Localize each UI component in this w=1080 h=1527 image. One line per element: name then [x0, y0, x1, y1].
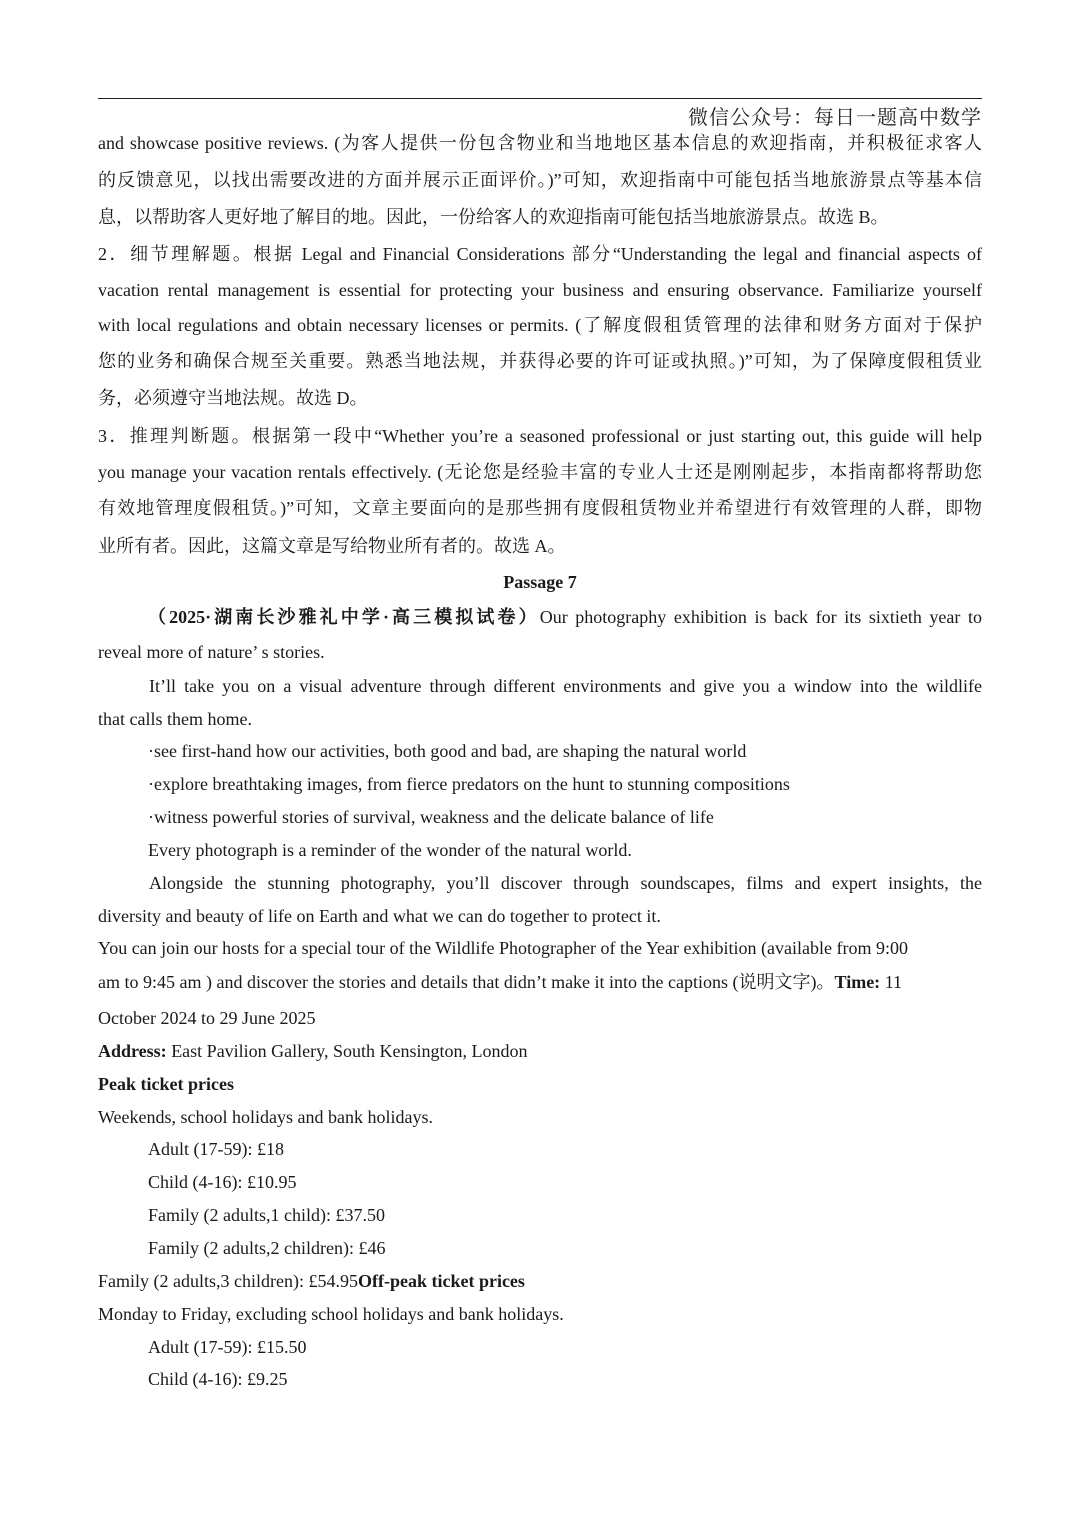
paragraph4-line2: diversity and beauty of life on Earth and what we can do together to protect it.: [98, 906, 661, 926]
answer2-line2: vacation rental management is essential for protecting your business and ensuring observance. Familiarize yourself: [98, 280, 982, 300]
bullet-item: ·see first-hand how our activities, both good and bad, are shaping the natural world: [148, 741, 747, 761]
bullet-item: ·explore breathtaking images, from fierce predators on the hunt to stunning compositions: [148, 774, 790, 794]
answer3-line2: you manage your vacation rentals effectively. (无论您是经验丰富的专业人士还是刚刚起步，本指南都将帮助您: [98, 462, 982, 482]
paragraph2-line1: It’ll take you on a visual adventure through different environments and give you a window into the wildlife: [149, 676, 982, 696]
bullet-item: ·witness powerful stories of survival, weakness and the delicate balance of life: [148, 807, 714, 827]
answer1-line2: 的反馈意见，以找出需要改进的方面并展示正面评价。)”可知，欢迎指南中可能包括当地旅游景点等基本信: [98, 170, 982, 190]
passage-intro-line1: （2025·湖南长沙雅礼中学·高三模拟试卷）Our photography exhibition is back for its sixtieth year to: [148, 607, 982, 627]
offpeak-description: Monday to Friday, excluding school holidays and bank holidays.: [98, 1304, 564, 1324]
passage-title: Passage 7: [503, 572, 577, 592]
peak-price: Family (2 adults,2 children): £46: [148, 1238, 386, 1258]
answer2-line3: with local regulations and obtain necessary licenses or permits. (了解度假租赁管理的法律和财务方面对于保护: [98, 315, 982, 335]
paragraph3: Every photograph is a reminder of the wonder of the natural world.: [148, 840, 632, 860]
time-label: Time:: [834, 972, 881, 992]
paragraph4-line1: Alongside the stunning photography, you’ll discover through soundscapes, films and expert insights, the: [149, 873, 982, 893]
address-label: Address:: [98, 1041, 167, 1061]
peak-price: Family (2 adults,1 child): £37.50: [148, 1205, 385, 1225]
peak-family3-line: [98, 1270, 982, 1292]
peak-price: Family (2 adults,3 children): £54.95: [98, 1271, 358, 1291]
answer3-line4: 业所有者。因此，这篇文章是写给物业所有者的。故选 A。: [98, 536, 566, 556]
answer1-line1: and showcase positive reviews. (为客人提供一份包含物业和当地地区基本信息的欢迎指南，并积极征求客人: [98, 133, 982, 153]
peak-heading: Peak ticket prices: [98, 1074, 234, 1094]
address-value: East Pavilion Gallery, South Kensington, London: [171, 1041, 528, 1061]
offpeak-price: Child (4-16): £9.25: [148, 1369, 288, 1389]
offpeak-price: Adult (17-59): £15.50: [148, 1337, 307, 1357]
peak-price: Child (4-16): £10.95: [148, 1172, 297, 1192]
answer3-line1: 3．推理判断题。根据第一段中“Whether you’re a seasoned professional or just starting out, this guide will help: [98, 426, 982, 446]
answer3-line3: 有效地管理度假租赁。)”可知，文章主要面向的是那些拥有度假租赁物业并希望进行有效管理的人群，即物: [98, 498, 982, 518]
address-line: [98, 1040, 982, 1062]
passage-source: （2025·湖南长沙雅礼中学·高三模拟试卷）: [148, 607, 540, 627]
header-channel: 微信公众号：每日一题高中数学: [688, 105, 982, 129]
answer2-line5: 务，必须遵守当地法规。故选 D。: [98, 388, 368, 408]
peak-price: Adult (17-59): £18: [148, 1139, 284, 1159]
time-value: 11: [884, 972, 903, 992]
peak-description: Weekends, school holidays and bank holidays.: [98, 1107, 433, 1127]
paragraph5-line2: am to 9:45 am ) and discover the stories and details that didn’t make it into the captions (说明文字)。Time: 11: [98, 972, 903, 992]
offpeak-heading: Off-peak ticket prices: [357, 1271, 525, 1291]
paragraph5-line1: You can join our hosts for a special tour of the Wildlife Photographer of the Year exhibition (available from 9:00: [98, 938, 908, 958]
answer2-line1: 2．细节理解题。根据 Legal and Financial Considerations 部分“Understanding the legal and financial aspects of: [98, 244, 982, 264]
answer1-line3: 息，以帮助客人更好地了解目的地。因此，一份给客人的欢迎指南可能包括当地旅游景点。故选 B。: [98, 207, 889, 227]
header-rule: [98, 98, 982, 99]
time-value-line2: October 2024 to 29 June 2025: [98, 1008, 316, 1028]
answer2-line4: 您的业务和确保合规至关重要。熟悉当地法规，并获得必要的许可证或执照。)”可知，为了保障度假租赁业: [98, 351, 982, 371]
paragraph2-line2: that calls them home.: [98, 709, 252, 729]
passage-intro-line2: reveal more of nature’ s stories.: [98, 642, 325, 662]
